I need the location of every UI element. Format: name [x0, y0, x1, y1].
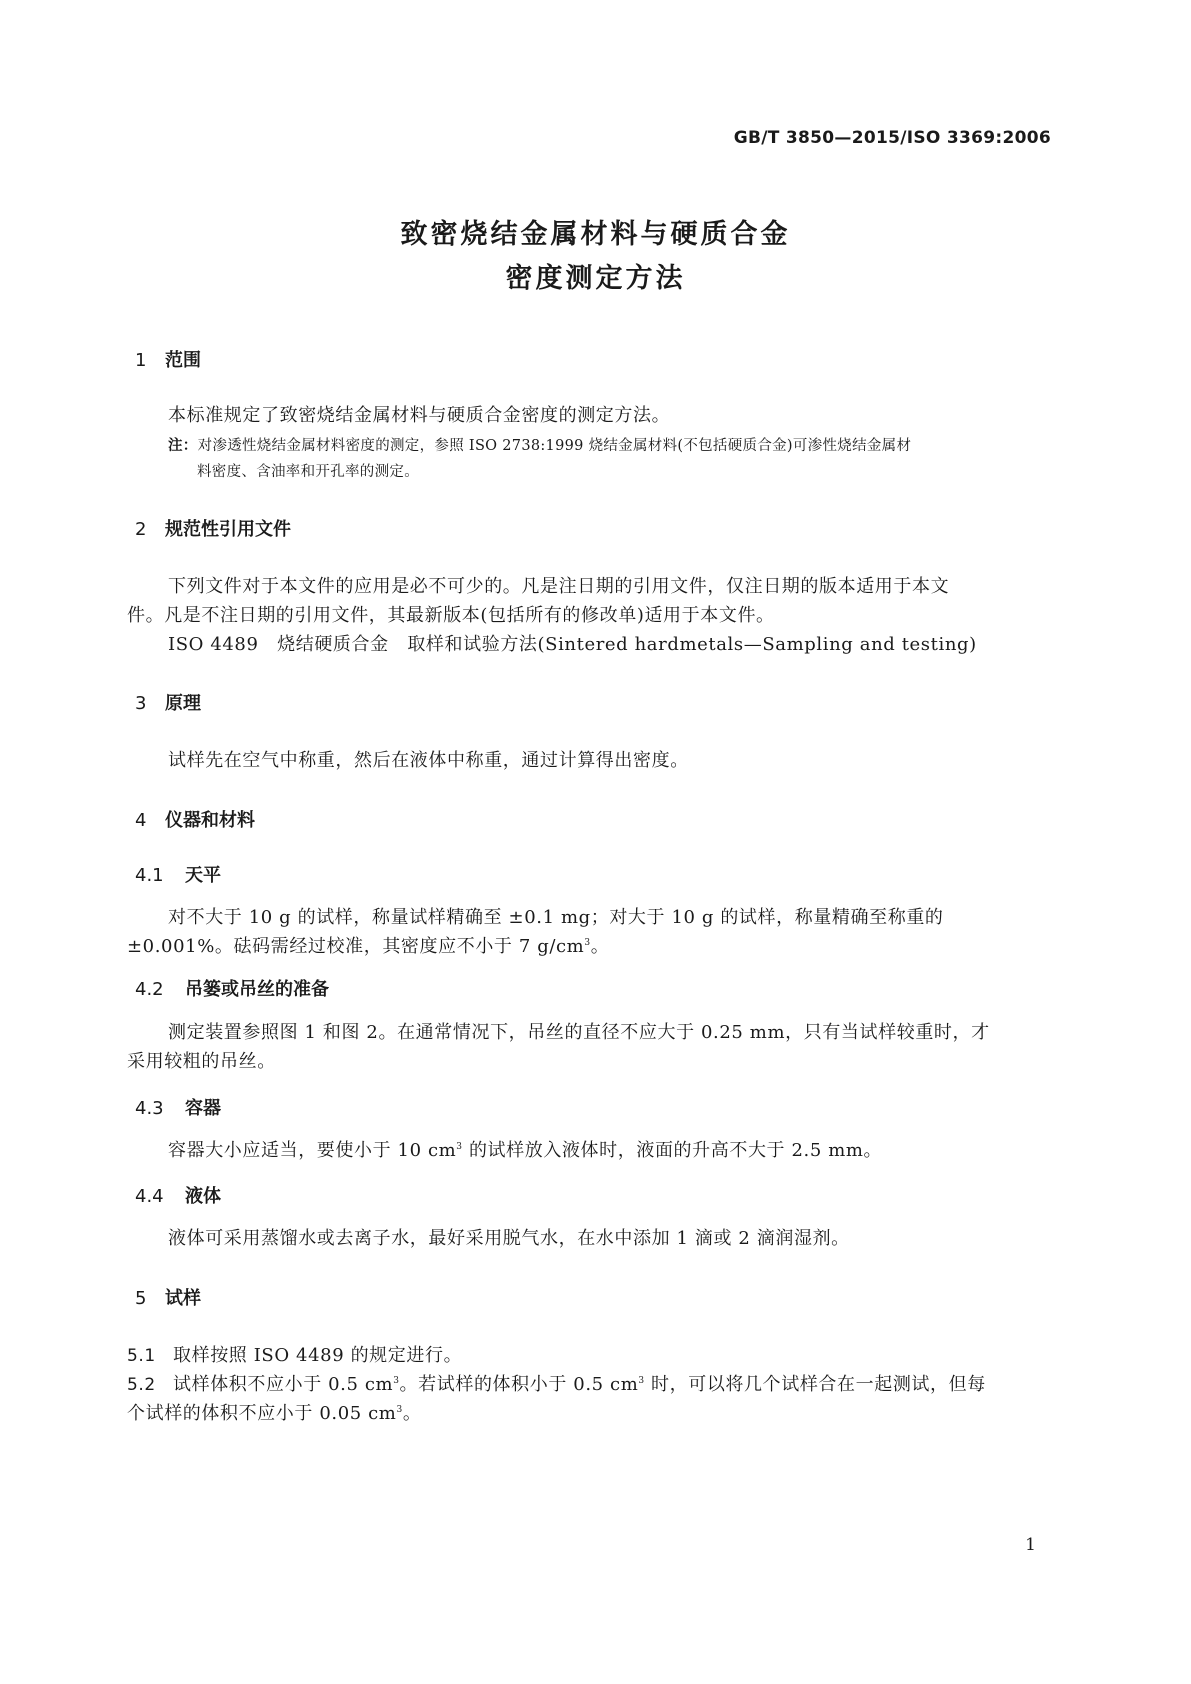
text-run: 试样体积不应小于 0.5 cm: [173, 1374, 394, 1395]
clause-5-1: [127, 1341, 462, 1367]
standard-code: GB/T 3850—2015/ISO 3369:2006: [733, 128, 1051, 148]
balance-paragraph-line2: [127, 932, 609, 958]
clause-5-2-line2: [127, 1399, 421, 1425]
text-run: 。: [590, 936, 610, 957]
section-title: 范围: [165, 350, 201, 371]
note-label: 注：: [168, 438, 198, 454]
section-number: 2: [135, 519, 147, 540]
scope-paragraph: 本标准规定了致密烧结金属材料与硬质合金密度的测定方法。: [168, 405, 671, 426]
subsection-heading-liquid: [135, 1182, 221, 1208]
clause-number: 5.1: [127, 1346, 156, 1366]
superscript: 3: [396, 1405, 403, 1415]
section-heading-scope: [135, 346, 201, 372]
section-title: 试样: [165, 1288, 201, 1309]
section-number: 3: [135, 693, 147, 714]
section-heading-test-pieces: [135, 1284, 201, 1310]
reference-iso-4489: ISO 4489 烧结硬质合金 取样和试验方法(Sintered hardmetals—Sampling and testing): [168, 634, 977, 655]
section-heading-normative-references: [135, 515, 291, 541]
scope-note-line1: [168, 434, 911, 455]
section-title: 仪器和材料: [165, 810, 255, 831]
document-title-line2: 密度测定方法: [505, 263, 686, 294]
section-title: 规范性引用文件: [165, 519, 291, 540]
document-title-line1: 致密烧结金属材料与硬质合金: [400, 219, 791, 250]
subsection-number: 4.1: [135, 865, 164, 886]
subsection-number: 4.3: [135, 1098, 164, 1119]
text-run: 。: [402, 1403, 422, 1424]
superscript: 3: [456, 1142, 463, 1152]
subsection-heading-balance: [135, 861, 221, 887]
references-paragraph-line1: 下列文件对于本文件的应用是必不可少的。凡是注日期的引用文件，仅注日期的版本适用于本文: [168, 576, 950, 597]
text-run: 个试样的体积不应小于 0.05 cm: [127, 1403, 397, 1424]
section-number: 5: [135, 1288, 147, 1309]
subsection-number: 4.4: [135, 1186, 164, 1207]
note-text: 对渗透性烧结金属材料密度的测定，参照 ISO 2738:1999 烧结金属材料(不包括硬质合金)可渗性烧结金属材: [197, 438, 912, 454]
clause-number: 5.2: [127, 1375, 156, 1395]
balance-paragraph-line1: 对不大于 10 g 的试样，称量试样精确至 ±0.1 mg；对大于 10 g 的试样，称量精确至称重的: [168, 907, 944, 928]
superscript: 3: [638, 1376, 645, 1386]
clause-5-2-line1: [127, 1370, 986, 1396]
subsection-title: 吊篓或吊丝的准备: [185, 979, 329, 1000]
principle-paragraph: 试样先在空气中称重，然后在液体中称重，通过计算得出密度。: [168, 750, 689, 771]
superscript: 3: [393, 1376, 400, 1386]
superscript: 3: [584, 938, 591, 948]
subsection-title: 天平: [185, 865, 221, 886]
subsection-title: 液体: [185, 1186, 221, 1207]
subsection-heading-container: [135, 1094, 221, 1120]
liquid-paragraph: 液体可采用蒸馏水或去离子水，最好采用脱气水，在水中添加 1 滴或 2 滴润湿剂。: [168, 1228, 850, 1249]
subsection-title: 容器: [185, 1098, 221, 1119]
section-number: 1: [135, 350, 147, 371]
section-title: 原理: [165, 693, 201, 714]
text-run: 。若试样的体积小于 0.5 cm: [399, 1374, 639, 1395]
references-paragraph-line2: 件。凡是不注日期的引用文件，其最新版本(包括所有的修改单)适用于本文件。: [127, 605, 775, 626]
section-heading-principle: [135, 689, 201, 715]
container-paragraph: [168, 1136, 882, 1162]
text-run: ±0.001%。砝码需经过校准，其密度应不小于 7 g/cm: [127, 936, 585, 957]
text-run: 的试样放入液体时，液面的升高不大于 2.5 mm。: [462, 1140, 883, 1161]
text-run: 时，可以将几个试样合在一起测试，但每: [644, 1374, 986, 1395]
clause-text: 取样按照 ISO 4489 的规定进行。: [173, 1345, 463, 1366]
section-number: 4: [135, 810, 147, 831]
basket-paragraph-line2: 采用较粗的吊丝。: [127, 1051, 276, 1072]
section-heading-apparatus: [135, 806, 255, 832]
subsection-heading-basket-wire: [135, 975, 329, 1001]
text-run: 容器大小应适当，要使小于 10 cm: [168, 1140, 457, 1161]
scope-note-line2: 料密度、含油率和开孔率的测定。: [197, 464, 419, 480]
subsection-number: 4.2: [135, 979, 164, 1000]
basket-paragraph-line1: 测定装置参照图 1 和图 2。在通常情况下，吊丝的直径不应大于 0.25 mm，只有当试样较重时，才: [168, 1022, 990, 1043]
page-number: 1: [1025, 1535, 1036, 1555]
